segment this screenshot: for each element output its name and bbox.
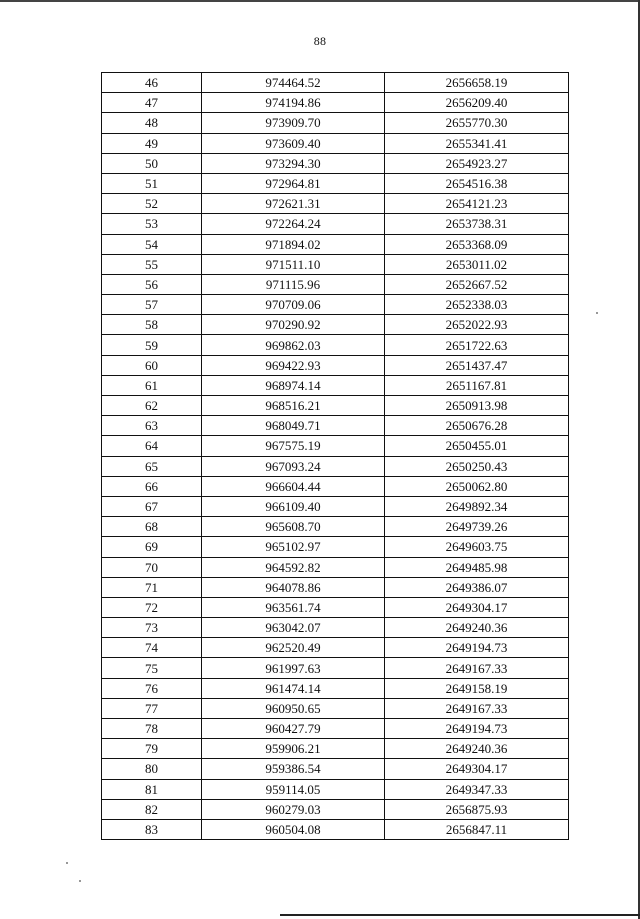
point-id-cell: 74 (102, 638, 202, 658)
y-coordinate-cell: 2654516.38 (385, 173, 569, 193)
y-coordinate-cell: 2656209.40 (385, 93, 569, 113)
x-coordinate-cell: 964078.86 (202, 577, 385, 597)
y-coordinate-cell: 2649194.73 (385, 638, 569, 658)
table-row (102, 254, 569, 274)
x-coordinate-cell: 959386.54 (202, 759, 385, 779)
point-id-cell: 48 (102, 113, 202, 133)
x-coordinate-cell: 960950.65 (202, 698, 385, 718)
point-id-cell: 82 (102, 799, 202, 819)
point-id-cell: 67 (102, 496, 202, 516)
x-coordinate-cell: 971115.96 (202, 274, 385, 294)
y-coordinate-cell: 2652022.93 (385, 315, 569, 335)
y-coordinate-cell: 2652667.52 (385, 274, 569, 294)
y-coordinate-cell: 2649485.98 (385, 557, 569, 577)
point-id-cell: 81 (102, 779, 202, 799)
point-id-cell: 47 (102, 93, 202, 113)
point-id-cell: 70 (102, 557, 202, 577)
x-coordinate-cell: 966109.40 (202, 496, 385, 516)
point-id-cell: 55 (102, 254, 202, 274)
table-row (102, 456, 569, 476)
point-id-cell: 78 (102, 719, 202, 739)
table-row (102, 597, 569, 617)
table-row (102, 315, 569, 335)
table-row (102, 658, 569, 678)
x-coordinate-cell: 965102.97 (202, 537, 385, 557)
x-coordinate-cell: 968516.21 (202, 396, 385, 416)
x-coordinate-cell: 971511.10 (202, 254, 385, 274)
x-coordinate-cell: 960279.03 (202, 799, 385, 819)
table-row (102, 214, 569, 234)
x-coordinate-cell: 967093.24 (202, 456, 385, 476)
x-coordinate-cell: 972621.31 (202, 194, 385, 214)
table-row (102, 698, 569, 718)
y-coordinate-cell: 2649304.17 (385, 759, 569, 779)
table-row (102, 194, 569, 214)
y-coordinate-cell: 2655341.41 (385, 133, 569, 153)
x-coordinate-cell: 971894.02 (202, 234, 385, 254)
table-row (102, 496, 569, 516)
table-row (102, 476, 569, 496)
table-row (102, 133, 569, 153)
point-id-cell: 51 (102, 173, 202, 193)
point-id-cell: 76 (102, 678, 202, 698)
y-coordinate-cell: 2649167.33 (385, 658, 569, 678)
scan-edge-bottom (280, 914, 640, 916)
table-row (102, 113, 569, 133)
y-coordinate-cell: 2649158.19 (385, 678, 569, 698)
y-coordinate-cell: 2650455.01 (385, 436, 569, 456)
x-coordinate-cell: 973909.70 (202, 113, 385, 133)
y-coordinate-cell: 2649892.34 (385, 496, 569, 516)
x-coordinate-cell: 969862.03 (202, 335, 385, 355)
y-coordinate-cell: 2649240.36 (385, 618, 569, 638)
point-id-cell: 65 (102, 456, 202, 476)
point-id-cell: 54 (102, 234, 202, 254)
table-row (102, 73, 569, 93)
x-coordinate-cell: 963042.07 (202, 618, 385, 638)
table-row (102, 537, 569, 557)
table-row (102, 819, 569, 839)
x-coordinate-cell: 960427.79 (202, 719, 385, 739)
y-coordinate-cell: 2649386.07 (385, 577, 569, 597)
x-coordinate-cell: 960504.08 (202, 819, 385, 839)
point-id-cell: 79 (102, 739, 202, 759)
table-row (102, 274, 569, 294)
x-coordinate-cell: 964592.82 (202, 557, 385, 577)
x-coordinate-cell: 961997.63 (202, 658, 385, 678)
y-coordinate-cell: 2654923.27 (385, 153, 569, 173)
y-coordinate-cell: 2650676.28 (385, 416, 569, 436)
x-coordinate-cell: 970290.92 (202, 315, 385, 335)
y-coordinate-cell: 2656847.11 (385, 819, 569, 839)
table-row (102, 436, 569, 456)
x-coordinate-cell: 973294.30 (202, 153, 385, 173)
point-id-cell: 53 (102, 214, 202, 234)
point-id-cell: 50 (102, 153, 202, 173)
table-row (102, 618, 569, 638)
x-coordinate-cell: 972264.24 (202, 214, 385, 234)
y-coordinate-cell: 2653368.09 (385, 234, 569, 254)
y-coordinate-cell: 2656875.93 (385, 799, 569, 819)
y-coordinate-cell: 2650913.98 (385, 396, 569, 416)
table-row (102, 739, 569, 759)
point-id-cell: 83 (102, 819, 202, 839)
table-row (102, 678, 569, 698)
table-row (102, 719, 569, 739)
point-id-cell: 59 (102, 335, 202, 355)
x-coordinate-cell: 970709.06 (202, 295, 385, 315)
table-row (102, 375, 569, 395)
y-coordinate-cell: 2649240.36 (385, 739, 569, 759)
x-coordinate-cell: 969422.93 (202, 355, 385, 375)
point-id-cell: 63 (102, 416, 202, 436)
scan-speck (596, 312, 598, 314)
x-coordinate-cell: 961474.14 (202, 678, 385, 698)
point-id-cell: 56 (102, 274, 202, 294)
point-id-cell: 57 (102, 295, 202, 315)
scan-speck (79, 880, 81, 882)
table-row (102, 557, 569, 577)
point-id-cell: 77 (102, 698, 202, 718)
point-id-cell: 75 (102, 658, 202, 678)
x-coordinate-cell: 966604.44 (202, 476, 385, 496)
y-coordinate-cell: 2653011.02 (385, 254, 569, 274)
y-coordinate-cell: 2656658.19 (385, 73, 569, 93)
x-coordinate-cell: 965608.70 (202, 517, 385, 537)
table-row (102, 799, 569, 819)
y-coordinate-cell: 2650062.80 (385, 476, 569, 496)
scan-edge-top (0, 0, 640, 2)
y-coordinate-cell: 2651437.47 (385, 355, 569, 375)
coordinates-table (101, 72, 569, 840)
y-coordinate-cell: 2649194.73 (385, 719, 569, 739)
scan-speck (66, 862, 68, 864)
y-coordinate-cell: 2650250.43 (385, 456, 569, 476)
point-id-cell: 64 (102, 436, 202, 456)
x-coordinate-cell: 974194.86 (202, 93, 385, 113)
table-row (102, 335, 569, 355)
y-coordinate-cell: 2655770.30 (385, 113, 569, 133)
y-coordinate-cell: 2649739.26 (385, 517, 569, 537)
x-coordinate-cell: 959114.05 (202, 779, 385, 799)
y-coordinate-cell: 2649167.33 (385, 698, 569, 718)
point-id-cell: 80 (102, 759, 202, 779)
x-coordinate-cell: 962520.49 (202, 638, 385, 658)
x-coordinate-cell: 973609.40 (202, 133, 385, 153)
y-coordinate-cell: 2649603.75 (385, 537, 569, 557)
point-id-cell: 62 (102, 396, 202, 416)
y-coordinate-cell: 2653738.31 (385, 214, 569, 234)
x-coordinate-cell: 963561.74 (202, 597, 385, 617)
y-coordinate-cell: 2651722.63 (385, 335, 569, 355)
point-id-cell: 66 (102, 476, 202, 496)
y-coordinate-cell: 2651167.81 (385, 375, 569, 395)
table-row (102, 295, 569, 315)
x-coordinate-cell: 968974.14 (202, 375, 385, 395)
point-id-cell: 52 (102, 194, 202, 214)
coordinates-table-body (102, 73, 569, 840)
point-id-cell: 49 (102, 133, 202, 153)
point-id-cell: 72 (102, 597, 202, 617)
y-coordinate-cell: 2654121.23 (385, 194, 569, 214)
point-id-cell: 60 (102, 355, 202, 375)
point-id-cell: 46 (102, 73, 202, 93)
x-coordinate-cell: 968049.71 (202, 416, 385, 436)
table-row (102, 355, 569, 375)
point-id-cell: 69 (102, 537, 202, 557)
x-coordinate-cell: 967575.19 (202, 436, 385, 456)
point-id-cell: 61 (102, 375, 202, 395)
table-row (102, 517, 569, 537)
point-id-cell: 68 (102, 517, 202, 537)
table-row (102, 779, 569, 799)
table-row (102, 93, 569, 113)
y-coordinate-cell: 2652338.03 (385, 295, 569, 315)
table-row (102, 234, 569, 254)
y-coordinate-cell: 2649347.33 (385, 779, 569, 799)
page-number: 88 (313, 34, 327, 48)
point-id-cell: 73 (102, 618, 202, 638)
x-coordinate-cell: 959906.21 (202, 739, 385, 759)
y-coordinate-cell: 2649304.17 (385, 597, 569, 617)
x-coordinate-cell: 972964.81 (202, 173, 385, 193)
table-row (102, 638, 569, 658)
point-id-cell: 71 (102, 577, 202, 597)
table-row (102, 759, 569, 779)
x-coordinate-cell: 974464.52 (202, 73, 385, 93)
table-row (102, 577, 569, 597)
table-row (102, 153, 569, 173)
table-row (102, 416, 569, 436)
table-row (102, 396, 569, 416)
table-row (102, 173, 569, 193)
point-id-cell: 58 (102, 315, 202, 335)
